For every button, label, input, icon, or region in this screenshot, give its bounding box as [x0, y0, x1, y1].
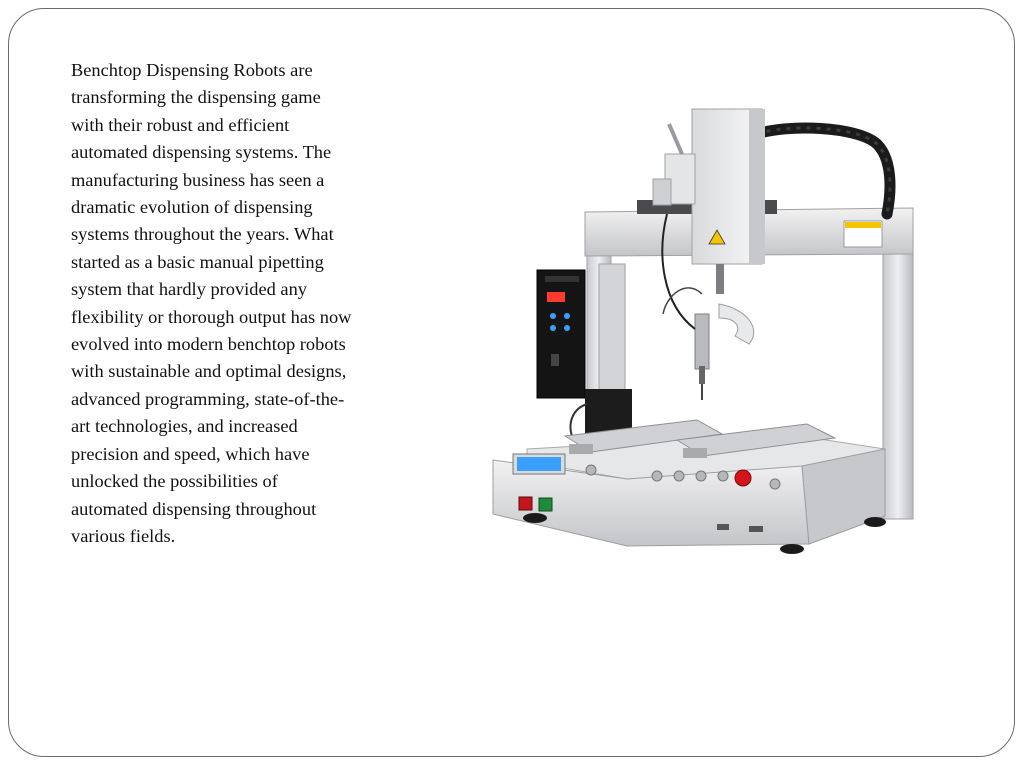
dispensing-robot-image: [487, 104, 919, 559]
body-paragraph: Benchtop Dispensing Robots are transforming the dispensing game with their robust and efficient automated dispensing systems. The manufacturing business has seen a dramatic evolution of dispensing systems throughout the years. What started as a basic manual pipetting system that hardly provided any flexibility or thorough output has now evolved into modern benchtop robots with sustainable and optimal designs, advanced programming, state-of-the- art technologies, and increased precision and speed, which have unlocked the possibilities of automated dispensing throughout various fields.: [71, 60, 352, 546]
slide-frame: [8, 8, 1015, 757]
